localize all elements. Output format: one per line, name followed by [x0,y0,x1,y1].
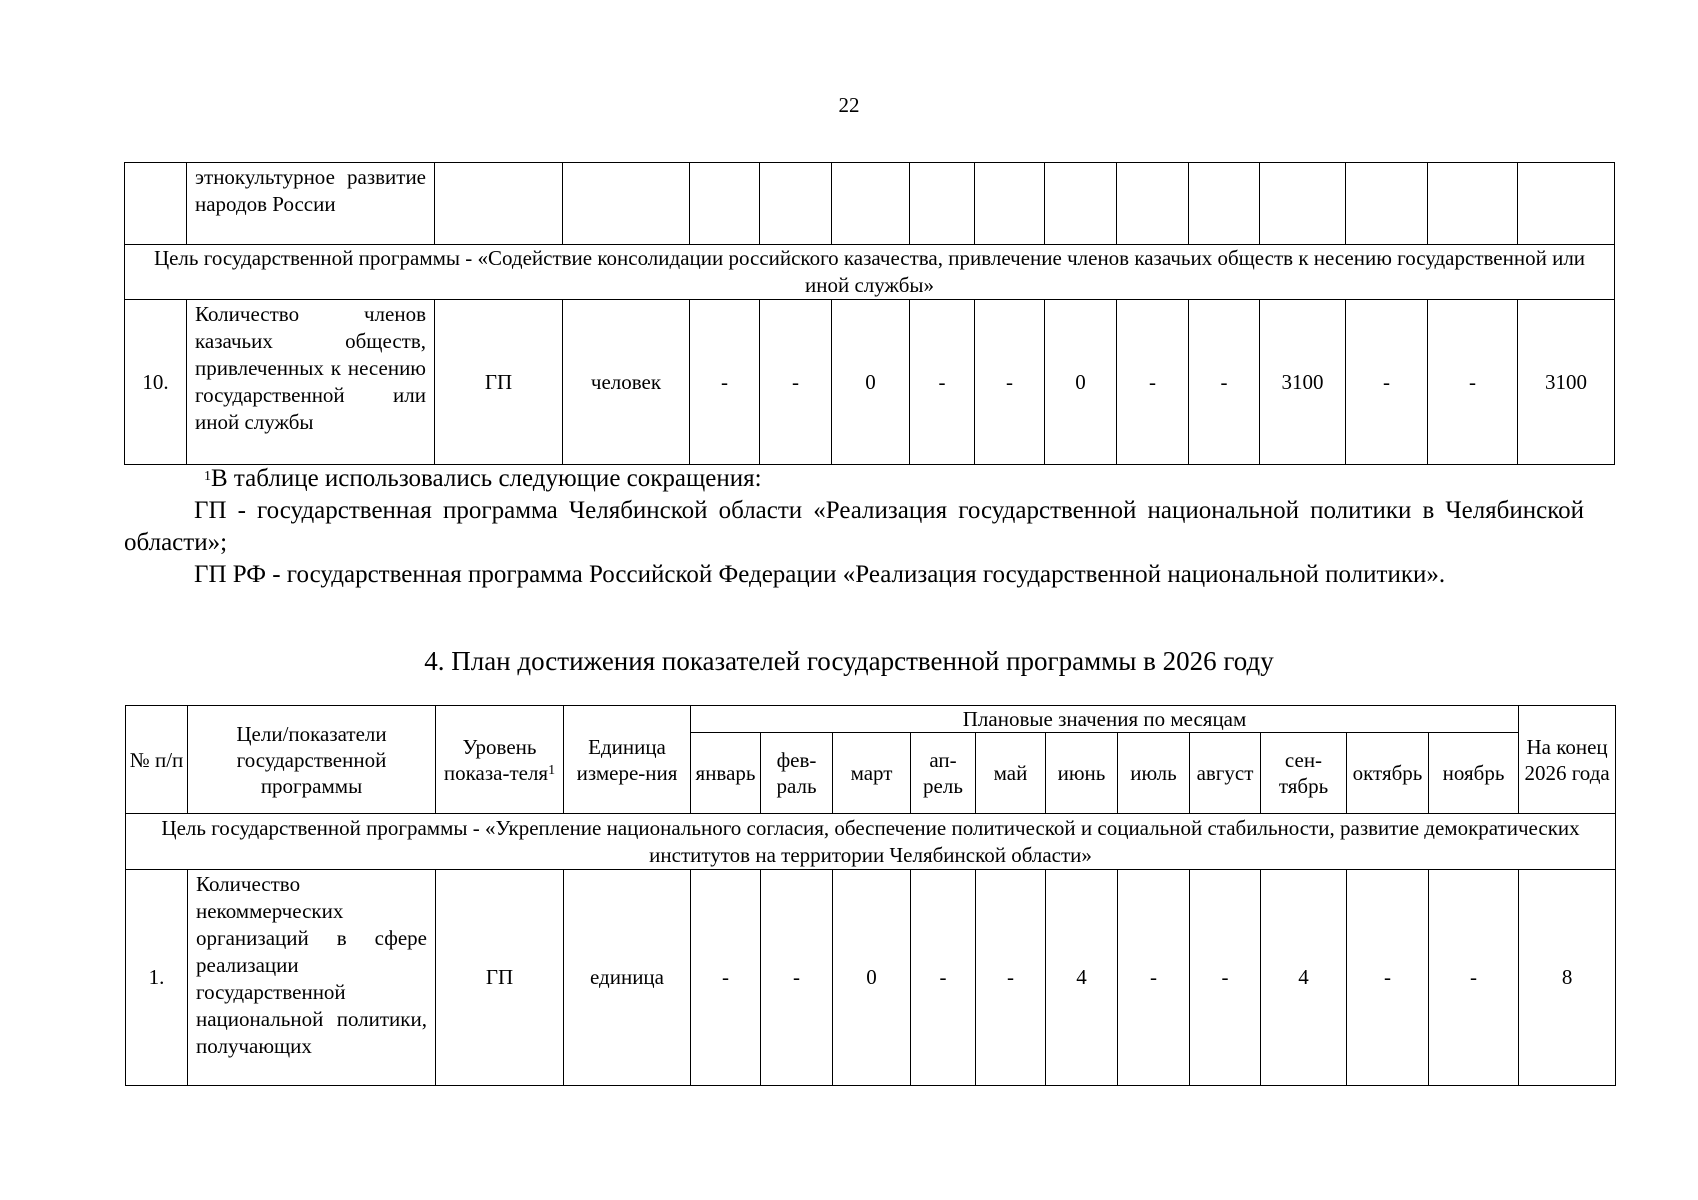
indicators-table-continued [124,162,1615,465]
goal-row [125,245,1615,300]
header-goals: Цели/показатели государственной программы [188,706,436,814]
month-value: - [975,300,1045,465]
unit: единица [564,870,691,1086]
footnote-gp: ГП - государственная программа Челябинской области «Реализация государственной национальной политики в Челябинской области»; [124,497,1584,556]
month-value: - [1118,870,1190,1086]
month-value: - [1428,300,1518,465]
header-row [126,706,1616,733]
header-month: май [976,733,1046,814]
header-year-end: На конец 2026 года [1519,706,1616,814]
month-value: - [976,870,1046,1086]
header-month: ап-рель [911,733,976,814]
goal-text: Цель государственной программы - «Содействие консолидации российского казачества, привлечение членов казачьих обществ к несению государственной или иной службы» [125,245,1615,300]
month-value: - [691,870,761,1086]
header-level: Уровень показа-теля$^1$ [436,706,564,814]
header-month: август [1190,733,1261,814]
goal-row [126,814,1616,870]
footnote-marker: 1 [204,469,211,484]
page-number: 22 [838,93,860,117]
indicator-level: ГП [436,870,564,1086]
month-value: 0 [1045,300,1117,465]
header-month: октябрь [1347,733,1429,814]
month-value: - [1346,300,1428,465]
header-month: июль [1118,733,1190,814]
month-value: 4 [1046,870,1118,1086]
header-month: фев-раль [761,733,833,814]
indicator-text-continued: этнокультурное развитие народов России [187,163,435,245]
table-row [125,300,1615,465]
footnote-gp-rf: ГП РФ - государственная программа Российской Федерации «Реализация государственной национальной политики». [194,561,1446,588]
row-number: 10. [125,300,187,465]
header-month: январь [691,733,761,814]
month-value: - [1190,870,1261,1086]
header-month: июнь [1046,733,1118,814]
unit: человек [563,300,690,465]
month-value: 0 [833,870,911,1086]
indicator-name: Количество некоммерческих организаций в сфере реализации государственной национальной политики, получающих [188,870,436,1086]
month-value: - [910,300,975,465]
table-row [126,870,1616,1086]
month-value: - [1347,870,1429,1086]
header-planned: Плановые значения по месяцам [691,706,1519,733]
indicator-name: Количество членов казачьих обществ, привлеченных к несению государственной или иной службы [187,300,435,465]
month-value: - [1429,870,1519,1086]
month-value: 4 [1261,870,1347,1086]
month-value: - [690,300,760,465]
indicator-level: ГП [435,300,563,465]
header-month: ноябрь [1429,733,1519,814]
section-title: 4. План достижения показателей государственной программы в 2026 году [424,646,1274,676]
table-row [125,163,1615,245]
footnote-intro: В таблице использовались следующие сокращения: [211,465,762,492]
month-value: - [911,870,976,1086]
header-month: март [833,733,911,814]
header-level-footnote: 1 [548,762,556,778]
year-end-value: 8 [1519,870,1616,1086]
row-number: 1. [126,870,188,1086]
footnote [124,463,1584,591]
month-value: 3100 [1260,300,1346,465]
year-end-value: 3100 [1518,300,1615,465]
header-unit: Единица измере-ния [564,706,691,814]
month-value: - [761,870,833,1086]
goal-text: Цель государственной программы - «Укрепление национального согласия, обеспечение политической и социальной стабильности, развитие демократических институтов на территории Челябинской области» [126,814,1616,870]
plan-table [125,705,1616,1086]
month-value: - [1117,300,1189,465]
header-num: № п/п [126,706,188,814]
month-value: - [760,300,832,465]
month-value: - [1189,300,1260,465]
month-value: 0 [832,300,910,465]
header-month: сен-тябрь [1261,733,1347,814]
